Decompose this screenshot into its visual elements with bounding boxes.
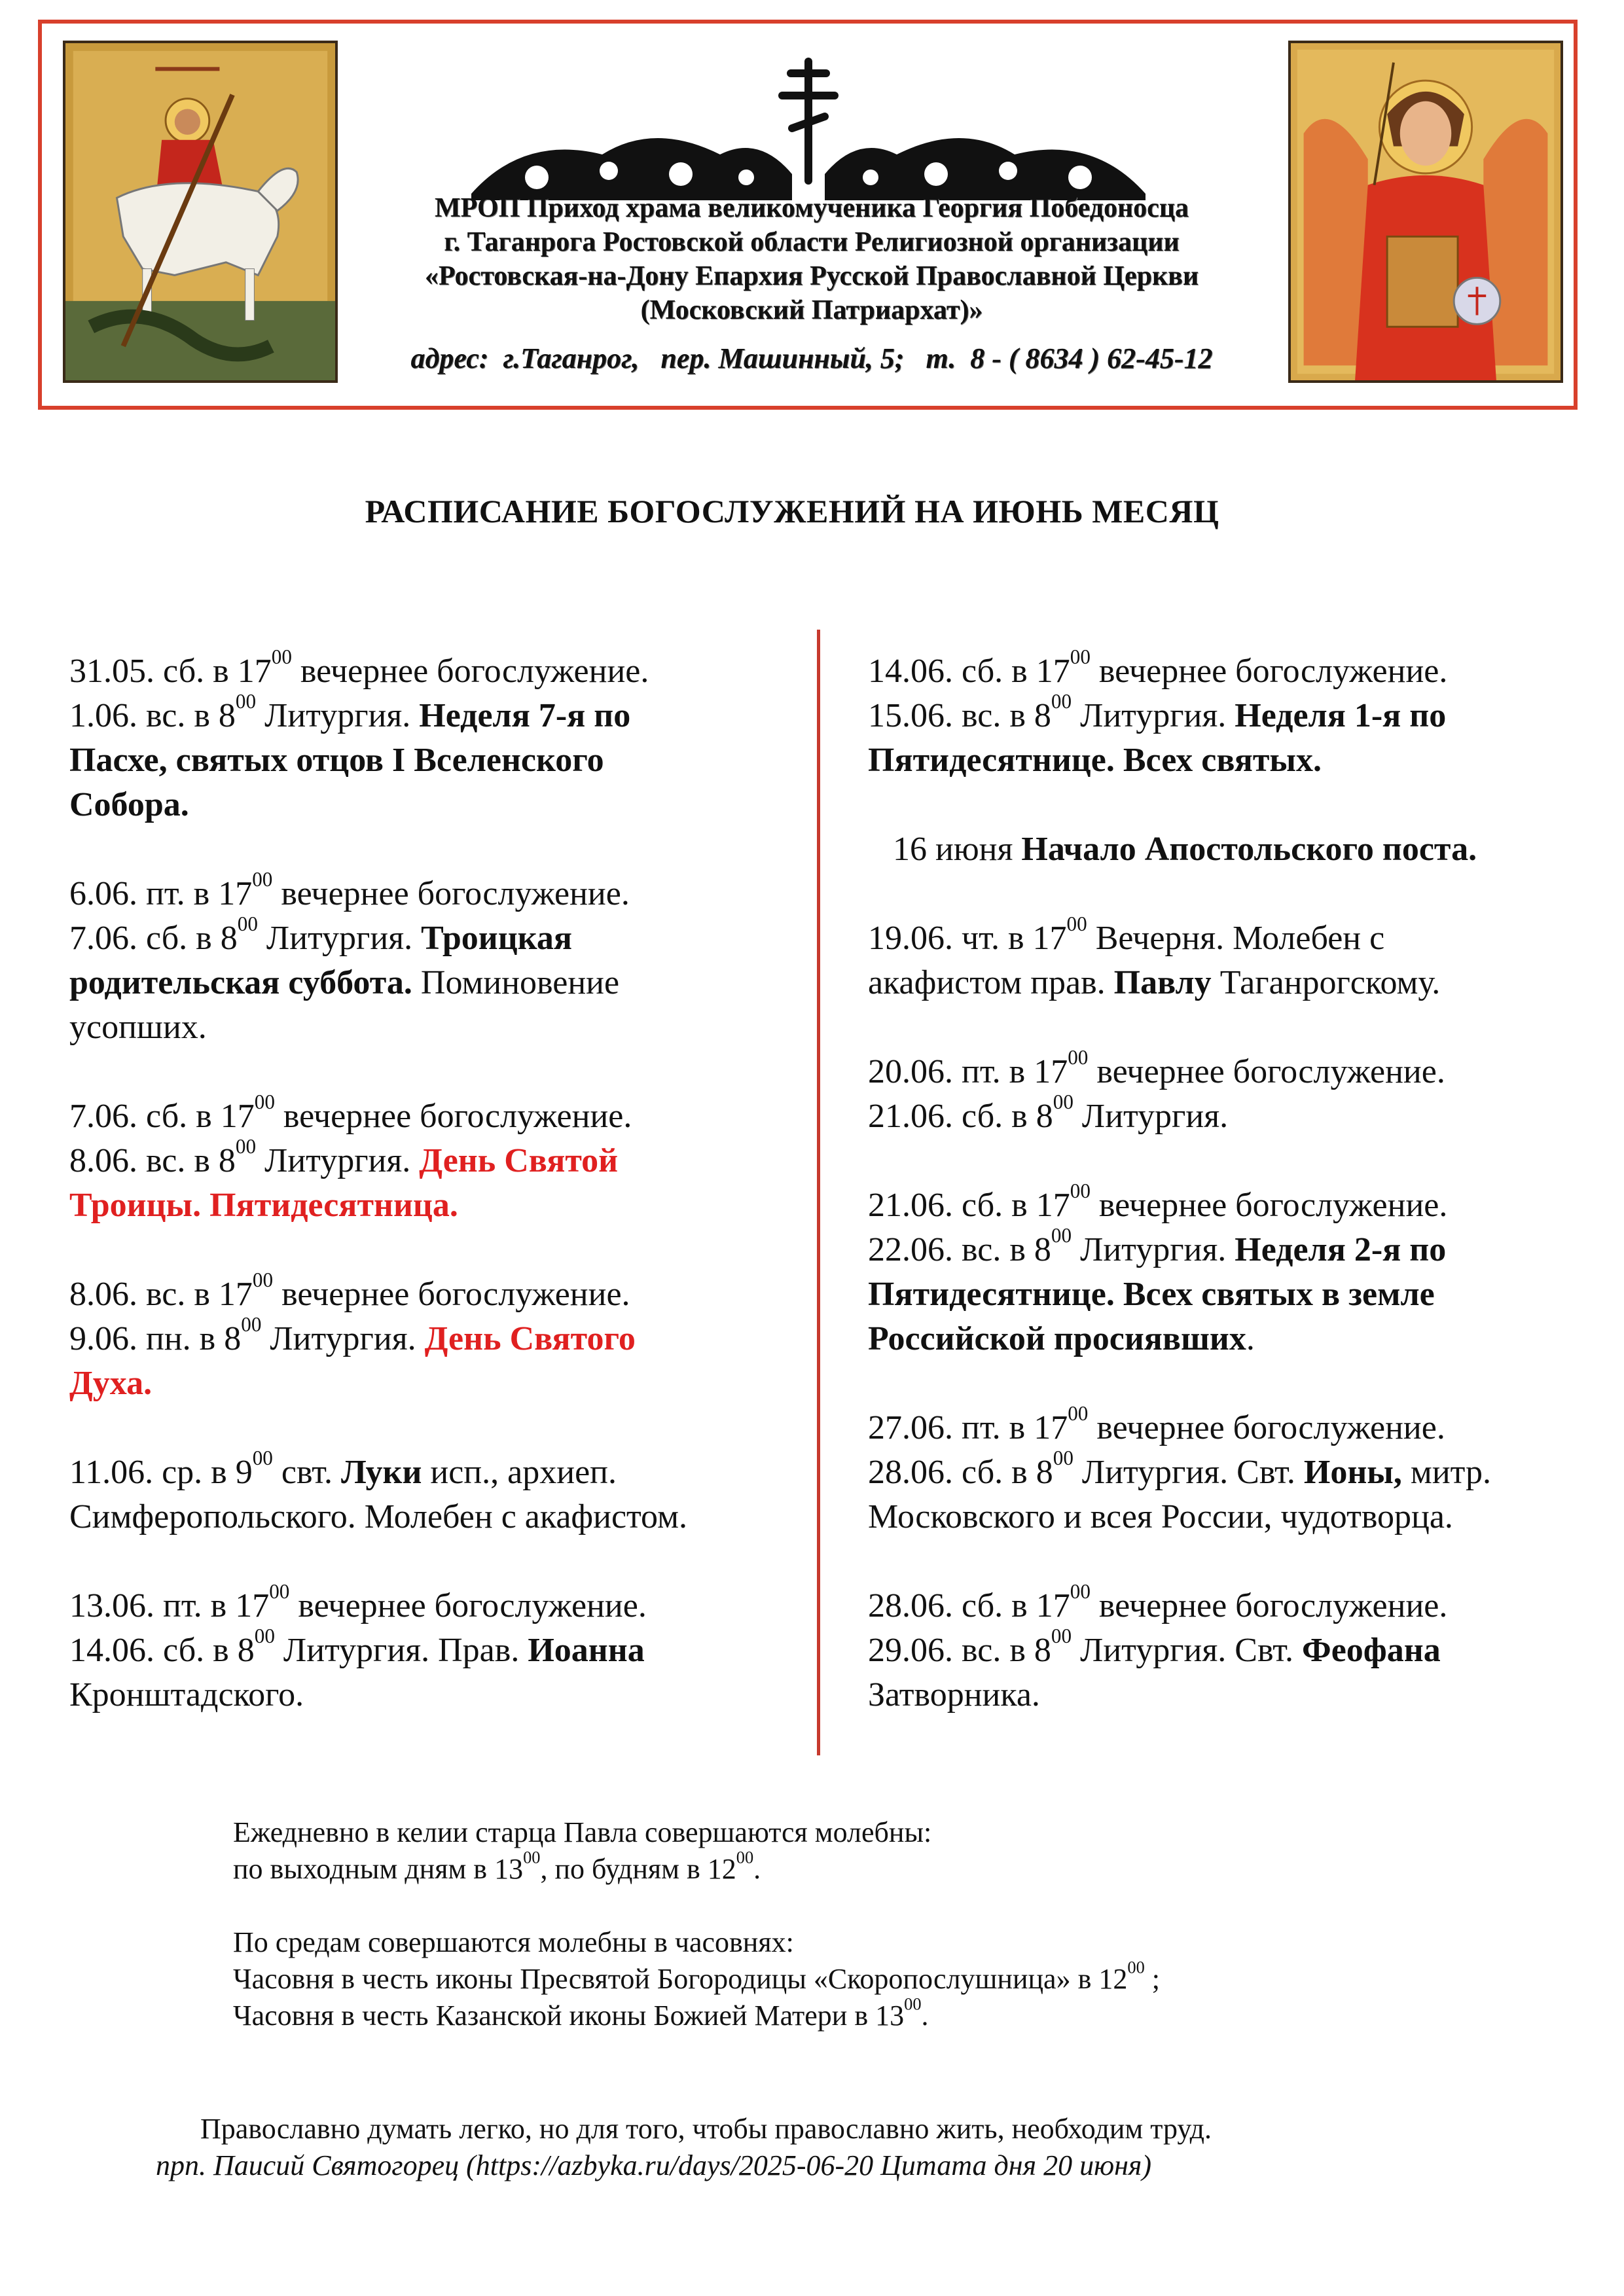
- text-line: [868, 1317, 1588, 1361]
- text-line: [868, 645, 1588, 694]
- bold-text: Иоанна: [528, 1632, 645, 1669]
- text-line: [868, 1495, 1588, 1539]
- text-line: [868, 1401, 1588, 1450]
- text-line: [233, 1957, 1477, 1998]
- text-span: вечернее богослужение.: [1090, 1587, 1448, 1624]
- text-span: Литургия. Свт.: [1073, 1454, 1304, 1491]
- text-span: Московского и всея России, чудотворца.: [868, 1498, 1453, 1535]
- quote-text: Православно думать легко, но для того, чтобы православно жить, необходим труд.: [200, 2113, 1212, 2145]
- time-superscript: 00: [1070, 1579, 1091, 1603]
- time-superscript: 00: [1051, 689, 1072, 713]
- text-span: вечернее богослужение.: [1090, 1187, 1448, 1224]
- feast-highlight: День Святой: [419, 1142, 619, 1179]
- time-superscript: 00: [523, 1847, 541, 1867]
- feast-highlight: Духа.: [69, 1365, 153, 1402]
- bold-text: Феофана: [1302, 1632, 1441, 1669]
- time-superscript: 00: [904, 1994, 922, 2014]
- text-span: Затворника.: [868, 1676, 1040, 1713]
- text-span: 19.06. чт. в 17: [868, 920, 1067, 957]
- time-superscript: 00: [254, 1624, 275, 1647]
- time-superscript: 00: [1068, 1045, 1089, 1069]
- text-span: свт.: [272, 1454, 342, 1491]
- text-span: 28.06. сб. в 17: [868, 1587, 1070, 1624]
- text-span: Ежедневно в келии старца Павла совершаются молебны:: [233, 1816, 932, 1848]
- text-line: [868, 1272, 1588, 1317]
- text-span: 7.06. сб. в 17: [69, 1098, 255, 1135]
- text-span: вечернее богослужение.: [273, 1276, 630, 1313]
- text-line: [868, 961, 1588, 1005]
- text-span: 28.06. сб. в 8: [868, 1454, 1053, 1491]
- time-superscript: 00: [1051, 1223, 1072, 1247]
- text-line: [868, 1090, 1588, 1139]
- text-span: 14.06. сб. в 8: [69, 1632, 255, 1669]
- text-span: Литургия.: [1073, 1098, 1229, 1135]
- text-line: [69, 1005, 803, 1050]
- time-superscript: 00: [252, 867, 273, 891]
- text-span: .: [1246, 1320, 1255, 1357]
- text-line: [868, 1624, 1588, 1673]
- text-span: 27.06. пт. в 17: [868, 1409, 1068, 1446]
- quote-source: прп. Паисий Святогорец (https://azbyka.ru/days/2025-06-20 Цитата дня 20 июня): [156, 2149, 1152, 2181]
- time-superscript: 00: [241, 1312, 262, 1336]
- bold-text: Пятидесятнице. Всех святых.: [868, 742, 1322, 779]
- text-span: Литургия. Прав.: [274, 1632, 528, 1669]
- text-span: 21.06. сб. в 8: [868, 1098, 1053, 1135]
- text-span: 22.06. вс. в 8: [868, 1231, 1051, 1268]
- text-span: 8.06. вс. в 17: [69, 1276, 253, 1313]
- parish-header: [367, 191, 1257, 376]
- schedule-entry: [868, 827, 1588, 872]
- text-span: по выходным дням в 13: [233, 1853, 524, 1885]
- bold-text: Пасхе, святых отцов I Вселенского: [69, 742, 604, 779]
- text-line: [69, 1361, 803, 1406]
- schedule-column-left: [69, 645, 803, 1762]
- text-line: [69, 1268, 803, 1317]
- text-span: 29.06. вс. в 8: [868, 1632, 1051, 1669]
- text-span: Литургия.: [257, 920, 422, 957]
- bold-text: Неделя 7-я по: [419, 697, 631, 734]
- time-superscript: 00: [736, 1847, 754, 1867]
- parish-address: адрес: г.Таганрог, пер. Машинный, 5; т. 8 - ( 8634 ) 62-45-12: [410, 342, 1213, 374]
- text-line: [69, 1134, 803, 1183]
- bold-text: родительская суббота.: [69, 964, 412, 1001]
- org-line: «Ростовская-на-Дону Епархия Русской Православной Церкви: [424, 261, 1199, 291]
- org-line: г. Таганрога Ростовской области Религиозной организации: [444, 227, 1180, 257]
- bold-text: Троицкая: [421, 920, 572, 957]
- text-span: 21.06. сб. в 17: [868, 1187, 1070, 1224]
- text-span: Литургия. Свт.: [1072, 1632, 1303, 1669]
- text-span: , по будням в 12: [540, 1853, 736, 1885]
- text-line: [868, 912, 1588, 961]
- time-superscript: 00: [252, 1268, 274, 1291]
- text-span: Литургия.: [256, 697, 420, 734]
- text-line: [69, 961, 803, 1005]
- text-span: вечернее богослужение.: [272, 875, 630, 912]
- text-span: Симферопольского. Молебен с акафистом.: [69, 1498, 687, 1535]
- time-superscript: 00: [252, 1446, 273, 1469]
- schedule-entry: [868, 912, 1588, 1005]
- time-superscript: 00: [1051, 1624, 1072, 1647]
- text-span: 15.06. вс. в 8: [868, 697, 1051, 734]
- text-span: 13.06. пт. в 17: [69, 1587, 270, 1624]
- text-line: [69, 1495, 803, 1539]
- bold-text: Луки: [341, 1454, 422, 1491]
- text-line: [868, 689, 1588, 738]
- bold-text: Начало Апостольского поста.: [1021, 831, 1477, 868]
- quote-block: [0, 2111, 1624, 2184]
- text-line: [69, 1183, 803, 1228]
- time-superscript: 00: [1053, 1090, 1074, 1113]
- text-line: [868, 1179, 1588, 1228]
- text-span: митр.: [1401, 1454, 1491, 1491]
- text-span: вечернее богослужение.: [274, 1098, 632, 1135]
- text-line: [69, 738, 803, 783]
- org-line: (Московский Патриархат)»: [640, 295, 983, 325]
- text-span: Часовня в честь Казанской иконы Божией Матери в 13: [233, 2000, 905, 2032]
- text-line: [69, 867, 803, 916]
- time-superscript: 00: [271, 645, 292, 668]
- text-span: вечернее богослужение.: [1088, 1409, 1445, 1446]
- bold-text: Российской просиявших: [868, 1320, 1246, 1357]
- text-line: [69, 1312, 803, 1361]
- text-span: вечернее богослужение.: [291, 653, 649, 690]
- text-line: [868, 827, 1588, 872]
- text-span: исп., архиеп.: [422, 1454, 617, 1491]
- cross-ornament: [445, 56, 1172, 207]
- text-span: Кронштадского.: [69, 1676, 304, 1713]
- text-line: [69, 1579, 803, 1628]
- archangel-michael-icon: [1288, 41, 1563, 383]
- spacer: [233, 1888, 1477, 1924]
- text-span: акафистом прав.: [868, 964, 1114, 1001]
- time-superscript: 00: [1066, 912, 1087, 935]
- schedule-entry: [69, 1579, 803, 1717]
- text-span: Литургия.: [256, 1142, 420, 1179]
- text-span: Литургия.: [1072, 697, 1235, 734]
- text-line: [233, 1924, 1477, 1961]
- time-superscript: 00: [269, 1579, 290, 1603]
- text-span: вечернее богослужение.: [1088, 1053, 1445, 1090]
- time-superscript: 00: [237, 912, 258, 935]
- page-title: РАСПИСАНИЕ БОГОСЛУЖЕНИЙ НА ИЮНЬ МЕСЯЦ: [365, 493, 1219, 529]
- text-span: 6.06. пт. в 17: [69, 875, 253, 912]
- text-span: .: [921, 2000, 929, 2032]
- text-span: вечернее богослужение.: [289, 1587, 647, 1624]
- feast-highlight: Троицы. Пятидесятница.: [69, 1187, 458, 1224]
- text-line: [233, 1847, 1477, 1888]
- schedule-column-right: [868, 645, 1588, 1762]
- feast-highlight: День Святого: [424, 1320, 636, 1357]
- text-span: .: [753, 1853, 761, 1885]
- column-divider: [817, 630, 820, 1755]
- time-superscript: 00: [254, 1090, 275, 1113]
- text-span: Поминовение: [412, 964, 620, 1001]
- text-line: [69, 1624, 803, 1673]
- text-line: [69, 912, 803, 961]
- text-line: [69, 783, 803, 827]
- daily-notes: [233, 1814, 1477, 2034]
- text-span: Вечерня. Молебен с: [1087, 920, 1385, 957]
- text-span: вечернее богослужение.: [1090, 653, 1448, 690]
- text-line: [69, 1090, 803, 1139]
- text-span: Литургия.: [261, 1320, 425, 1357]
- schedule-entry: [69, 1268, 803, 1406]
- schedule-entry: [868, 1579, 1588, 1717]
- bold-text: Пятидесятнице. Всех святых в земле: [868, 1276, 1435, 1313]
- bold-text: Неделя 2-я по: [1235, 1231, 1447, 1268]
- text-line: [69, 645, 803, 694]
- text-line: [868, 738, 1588, 783]
- schedule-entry: [868, 1045, 1588, 1139]
- time-superscript: 00: [1053, 1446, 1074, 1469]
- text-span: усопших.: [69, 1009, 207, 1046]
- text-span: ;: [1144, 1963, 1160, 1995]
- text-span: По средам совершаются молебны в часовнях:: [233, 1926, 794, 1958]
- time-superscript: 00: [1070, 1179, 1091, 1202]
- text-span: 9.06. пн. в 8: [69, 1320, 242, 1357]
- text-span: 14.06. сб. в 17: [868, 653, 1070, 690]
- schedule-entry: [69, 1446, 803, 1539]
- text-line: [868, 1045, 1588, 1094]
- time-superscript: 00: [235, 689, 257, 713]
- schedule-entry: [69, 645, 803, 827]
- bold-text: Ионы,: [1303, 1454, 1402, 1491]
- text-line: [868, 1446, 1588, 1495]
- bold-text: Собора.: [69, 786, 189, 823]
- text-line: [233, 1814, 1477, 1851]
- st-george-icon: [63, 41, 338, 383]
- text-span: 8.06. вс. в 8: [69, 1142, 236, 1179]
- time-superscript: 00: [1127, 1957, 1145, 1977]
- text-span: Литургия.: [1072, 1231, 1235, 1268]
- text-line: [233, 1994, 1477, 2034]
- text-line: [868, 1579, 1588, 1628]
- text-span: 7.06. сб. в 8: [69, 920, 238, 957]
- text-span: 16 июня: [893, 831, 1022, 868]
- text-line: [69, 689, 803, 738]
- schedule-entry: [868, 645, 1588, 783]
- text-span: 31.05. сб. в 17: [69, 653, 272, 690]
- text-span: 11.06. ср. в 9: [69, 1454, 253, 1491]
- text-span: 1.06. вс. в 8: [69, 697, 236, 734]
- schedule-entry: [69, 1090, 803, 1228]
- time-superscript: 00: [1070, 645, 1091, 668]
- text-span: 20.06. пт. в 17: [868, 1053, 1068, 1090]
- bold-text: Неделя 1-я по: [1235, 697, 1447, 734]
- bold-text: Павлу: [1113, 964, 1212, 1001]
- time-superscript: 00: [235, 1134, 257, 1158]
- text-span: Таганрогскому.: [1211, 964, 1441, 1001]
- text-line: [868, 1673, 1588, 1717]
- org-line: МРОП Приход храма великомученика Георгия Победоносца: [434, 193, 1189, 223]
- schedule-entry: [69, 867, 803, 1050]
- text-line: [69, 1673, 803, 1717]
- text-span: Часовня в честь иконы Пресвятой Богородицы «Скоропослушница» в 12: [233, 1963, 1128, 1995]
- text-line: [69, 1446, 803, 1495]
- time-superscript: 00: [1068, 1401, 1089, 1425]
- schedule-entry: [868, 1401, 1588, 1539]
- text-line: [868, 1223, 1588, 1272]
- schedule-entry: [868, 1179, 1588, 1361]
